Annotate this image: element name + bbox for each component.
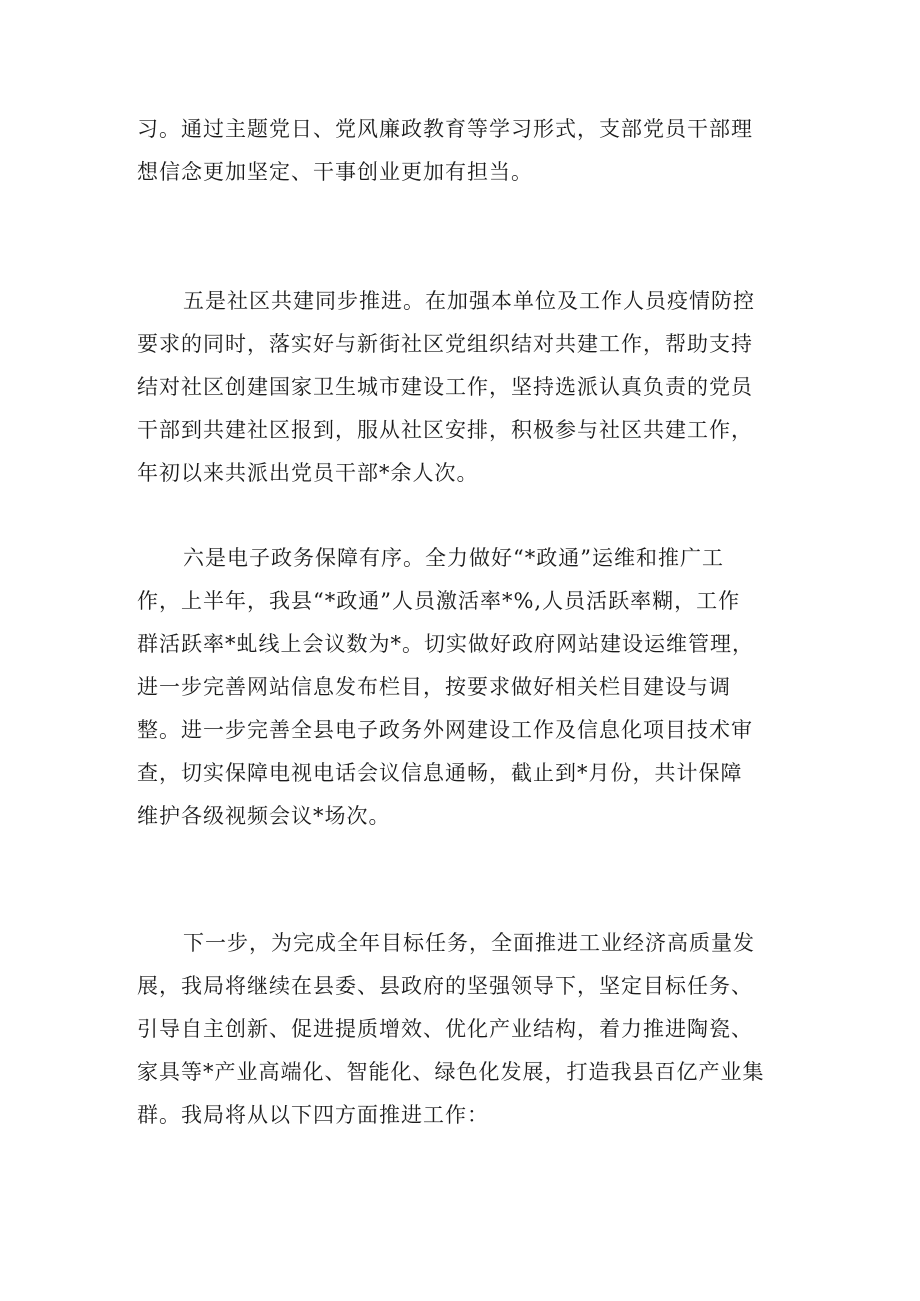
text-line: 想信念更加坚定、干事创业更加有担当。 <box>137 160 533 184</box>
text-line: 年初以来共派出党员干部*余人次。 <box>137 461 479 485</box>
text-line: 五是社区共建同步推进。在加强本单位及工作人员疫情防控 <box>183 289 755 313</box>
paragraph-party-study-continued <box>137 108 789 194</box>
text-line: 习。通过主题党日、党风廉政教育等学习形式，支部党员干部理 <box>137 117 753 141</box>
paragraph-e-government <box>137 537 789 838</box>
text-line: 进一步完善网站信息发布栏目，按要求做好相关栏目建设与调 <box>137 675 731 699</box>
text-line: 查，切实保障电视电话会议信息通畅，截止到*月份，共计保障 <box>137 761 743 785</box>
paragraph-next-steps <box>137 922 789 1137</box>
text-line: 六是电子政务保障有序。全力做好“*政通”运维和推广工 <box>183 546 724 570</box>
paragraph-community-co-building <box>137 280 789 495</box>
text-line: 要求的同时，落实好与新街社区党组织结对共建工作，帮助支持 <box>137 332 753 356</box>
text-line: 引导自主创新、促进提质增效、优化产业结构，着力推进陶瓷、 <box>137 1017 753 1041</box>
text-line: 家具等*产业高端化、智能化、绿色化发展，打造我县百亿产业集 <box>137 1060 765 1084</box>
text-line: 群活跃率*虬线上会议数为*。切实做好政府网站建设运维管理， <box>137 632 754 656</box>
text-line: 结对社区创建国家卫生城市建设工作，坚持选派认真负责的党员 <box>137 375 753 399</box>
text-line: 展，我局将继续在县委、县政府的坚强领导下，坚定目标任务、 <box>137 974 753 998</box>
text-line: 整。进一步完善全县电子政务外网建设工作及信息化项目技术审 <box>137 718 753 742</box>
text-line: 干部到共建社区报到，服从社区安排，积极参与社区共建工作， <box>137 418 753 442</box>
text-line: 维护各级视频会议*场次。 <box>137 804 391 828</box>
text-line: 群。我局将从以下四方面推进工作： <box>137 1103 489 1127</box>
text-line: 作，上半年，我县“*政通”人员激活率*%,人员活跃率糊，工作 <box>137 589 741 613</box>
text-line: 下一步，为完成全年目标任务，全面推进工业经济高质量发 <box>183 931 755 955</box>
